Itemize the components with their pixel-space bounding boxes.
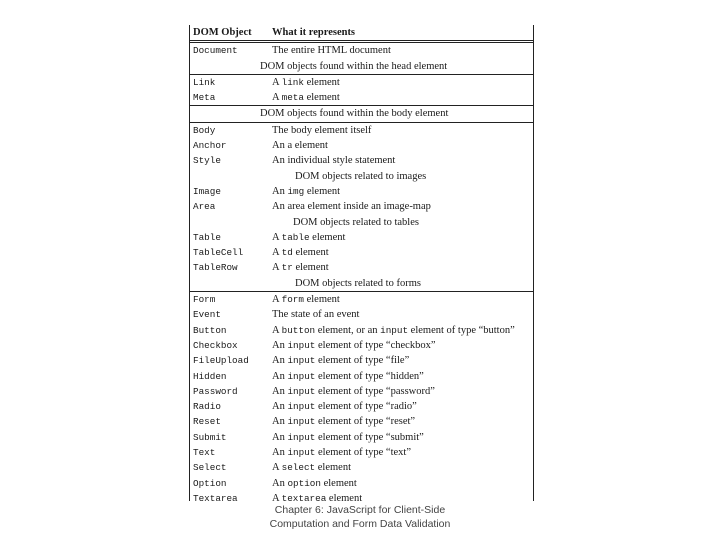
object-desc: The entire HTML document (272, 45, 391, 57)
table-row-document (190, 40, 533, 58)
object-name: Style (193, 155, 221, 167)
object-name: Anchor (193, 140, 227, 152)
desc-text: element (303, 92, 340, 104)
object-name: Select (193, 462, 227, 474)
body-rows-group (190, 122, 533, 169)
object-name: Submit (193, 431, 227, 443)
desc-text: element of type “text” (315, 447, 411, 459)
object-desc (272, 184, 340, 199)
code-term: textarea (281, 492, 327, 504)
desc-text: An (272, 185, 288, 197)
desc-text: element (315, 462, 351, 474)
desc-text: An (272, 401, 288, 413)
table-row (190, 230, 533, 245)
table-row (190, 123, 533, 138)
table-header-row (190, 25, 533, 40)
object-name: TableRow (193, 262, 238, 274)
object-name: Reset (193, 416, 221, 428)
object-desc (272, 338, 435, 353)
code-term: option (287, 477, 321, 489)
section-label: DOM objects related to images (295, 170, 427, 182)
table-row (190, 260, 533, 275)
object-name: Radio (193, 401, 221, 413)
desc-text: A (272, 324, 282, 336)
section-head-title (190, 59, 533, 74)
desc-text: An (272, 431, 288, 443)
object-desc (272, 384, 435, 399)
code-term: input (287, 447, 316, 459)
desc-text: An (272, 339, 288, 351)
code-term: select (281, 462, 316, 474)
object-desc (272, 260, 329, 275)
object-desc (272, 399, 417, 414)
object-desc (272, 430, 424, 445)
desc-text: A (272, 76, 282, 88)
object-name: Textarea (193, 492, 238, 504)
object-desc (272, 292, 340, 307)
section-forms-title (190, 276, 533, 291)
object-desc: An area element inside an image-map (272, 201, 431, 213)
code-term: input (287, 431, 316, 443)
section-body-title (190, 105, 533, 121)
desc-text: A (272, 492, 282, 504)
object-desc: The body element itself (272, 124, 372, 136)
object-desc (272, 245, 329, 260)
desc-text: A (272, 462, 282, 474)
table-row (190, 476, 533, 491)
desc-text: An (272, 355, 288, 367)
desc-text: An (272, 447, 288, 459)
desc-text: A (272, 294, 282, 306)
object-desc (272, 90, 340, 105)
desc-text: element (292, 262, 329, 274)
desc-text: element of type “radio” (315, 401, 417, 413)
desc-text: element of type “reset” (315, 416, 416, 428)
table-row (190, 353, 533, 368)
section-tables-title (190, 215, 533, 230)
table-rows-group (190, 230, 533, 276)
table-row (190, 445, 533, 460)
object-name: Option (193, 477, 227, 489)
object-desc (272, 75, 340, 90)
desc-text: element of type “hidden” (315, 370, 424, 382)
desc-text: The state of an event (272, 309, 360, 321)
desc-text: A (272, 262, 282, 274)
caption-line-1: Chapter 6: JavaScript for Client-Side (274, 504, 446, 516)
table-row (190, 153, 533, 168)
code-term: input (380, 324, 409, 336)
desc-text: element (309, 231, 346, 243)
table-row (190, 399, 533, 414)
desc-text: element (303, 76, 340, 88)
caption-line-2: Computation and Form Data Validation (269, 518, 451, 530)
code-term: input (287, 339, 316, 351)
head-rows-group (190, 74, 533, 106)
table-row (190, 138, 533, 153)
section-images-title (190, 169, 533, 184)
object-name: Document (193, 45, 238, 57)
table-row (190, 414, 533, 429)
table-row (190, 184, 533, 199)
desc-text: element (326, 492, 363, 504)
code-term: img (287, 185, 305, 197)
table-row (190, 292, 533, 307)
object-desc (272, 476, 357, 491)
desc-text: A (272, 247, 282, 259)
table-row (190, 307, 533, 322)
desc-text: element of type “password” (315, 385, 435, 397)
object-name: Body (193, 124, 216, 136)
desc-text: An (272, 416, 288, 428)
header-col-represents: What it represents (272, 27, 356, 38)
object-desc (272, 323, 515, 338)
object-desc (272, 353, 409, 368)
desc-text: element of type “file” (315, 355, 410, 367)
code-term: input (287, 416, 316, 428)
table-row (190, 245, 533, 260)
image-rows-group (190, 184, 533, 215)
table-row (190, 90, 533, 105)
desc-text: An (272, 477, 288, 489)
object-desc (272, 445, 411, 460)
desc-text: element (292, 247, 329, 259)
desc-text: element, or an (315, 324, 381, 336)
object-desc (272, 460, 351, 475)
code-term: meta (281, 92, 304, 104)
object-name: Area (193, 201, 216, 213)
object-name: Text (193, 447, 216, 459)
object-name: Form (193, 294, 216, 306)
slide-caption (240, 503, 480, 531)
table-row (190, 369, 533, 384)
table-row (190, 323, 533, 338)
object-name: FileUpload (193, 355, 249, 367)
desc-text: A (272, 231, 282, 243)
table-row (190, 384, 533, 399)
object-name: Link (193, 76, 216, 88)
desc-text: element of type “submit” (315, 431, 424, 443)
code-term: tr (281, 262, 293, 274)
table-row (190, 199, 533, 214)
code-term: td (281, 247, 293, 259)
desc-text: An (272, 385, 288, 397)
section-label: DOM objects found within the body element (260, 108, 449, 120)
object-name: Image (193, 185, 221, 197)
object-desc: An a element (272, 140, 328, 152)
dom-objects-table (189, 25, 534, 504)
code-term: link (281, 76, 304, 88)
section-label: DOM objects found within the head element (260, 60, 448, 72)
table-row (190, 460, 533, 475)
object-name: Event (193, 309, 221, 321)
desc-text: element (320, 477, 357, 489)
desc-text: element (304, 185, 341, 197)
object-desc: An individual style statement (272, 155, 396, 167)
object-desc (272, 230, 345, 245)
table-row (190, 75, 533, 90)
desc-text: A (272, 92, 282, 104)
code-term: input (287, 355, 316, 367)
object-name: Table (193, 231, 221, 243)
desc-text: element of type “checkbox” (315, 339, 436, 351)
object-desc (272, 369, 424, 384)
object-name: TableCell (193, 247, 244, 259)
section-label: DOM objects related to forms (295, 277, 421, 289)
object-name: Meta (193, 92, 216, 104)
code-term: input (287, 370, 316, 382)
header-col-object: DOM Object (193, 27, 252, 38)
code-term: button (281, 324, 316, 336)
code-term: table (281, 231, 310, 243)
object-name: Button (193, 324, 227, 336)
code-term: input (287, 385, 316, 397)
code-term: input (287, 401, 316, 413)
desc-text: An (272, 370, 288, 382)
object-name: Checkbox (193, 339, 238, 351)
object-name: Password (193, 385, 238, 397)
object-name: Hidden (193, 370, 227, 382)
object-desc (272, 414, 415, 429)
section-label: DOM objects related to tables (293, 216, 419, 228)
form-rows-group (190, 291, 533, 506)
object-desc (272, 307, 359, 322)
desc-text: element of type “button” (408, 324, 515, 336)
desc-text: element (303, 294, 340, 306)
code-term: form (281, 294, 304, 306)
table-row (190, 430, 533, 445)
table-row (190, 338, 533, 353)
